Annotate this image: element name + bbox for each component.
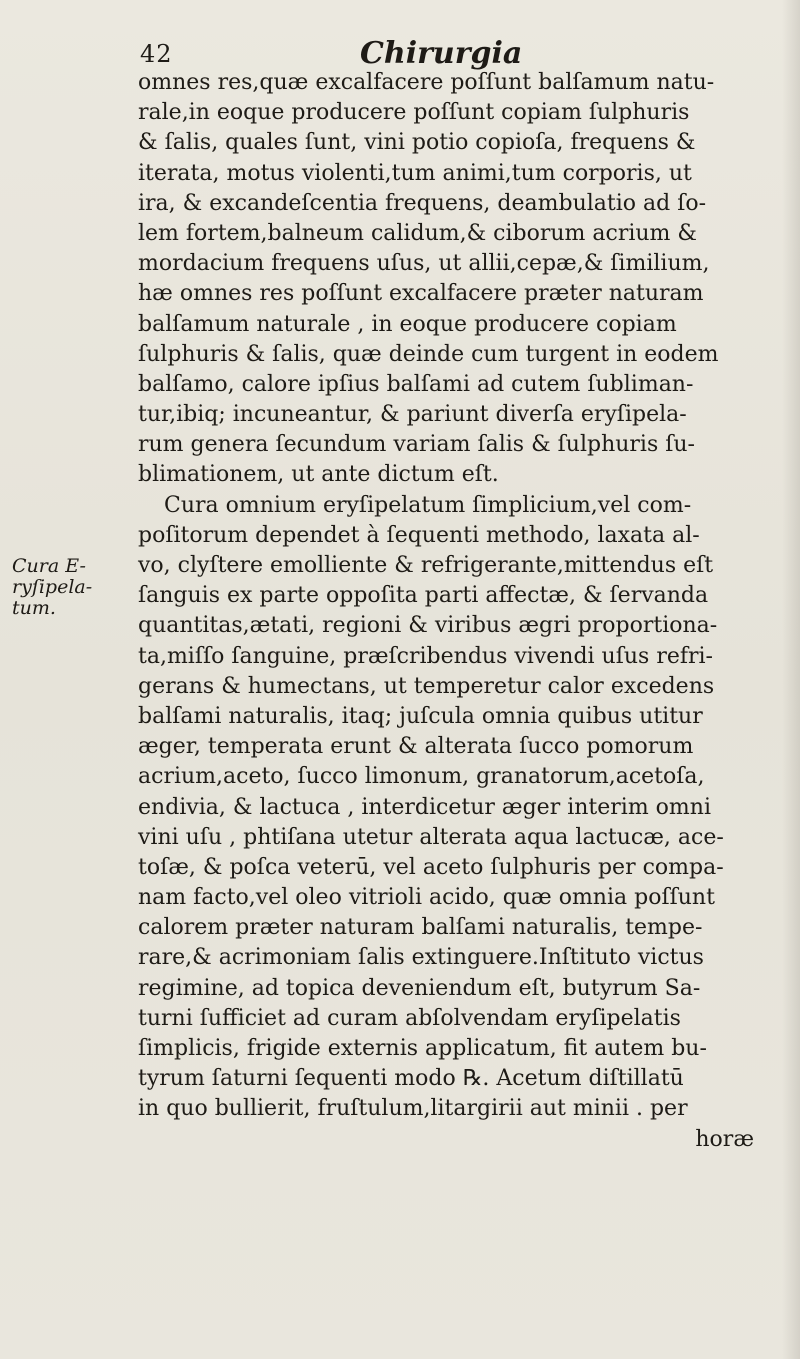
- text-line: iterata, motus violenti,tum animi,tum corporis, ut: [138, 160, 692, 186]
- text-line: Cura omnium eryſipelatum ſimplicium,vel com-: [164, 492, 692, 518]
- catchword: horæ: [695, 1126, 754, 1152]
- text-line: balſami naturalis, itaq; juſcula omnia quibus utitur: [138, 703, 703, 729]
- text-line: nam facto,vel oleo vitrioli acido, quæ omnia poſſunt: [138, 885, 715, 911]
- text-line: tur,ibiq; incuneantur, & pariunt diverſa eryſipela-: [138, 402, 687, 428]
- text-line: mordacium frequens uſus, ut allii,cepæ,& ſimilium,: [138, 251, 710, 277]
- text-line: ſulphuris & ſalis, quæ deinde cum turgent in eodem: [138, 341, 719, 367]
- text-line: blimationem, ut ante dictum eſt.: [138, 462, 499, 488]
- text-line: poſitorum dependet à ſequenti methodo, laxata al-: [138, 522, 700, 548]
- text-line: rare,& acrimoniam ſalis extinguere.Inſtituto victus: [138, 945, 704, 971]
- text-line: balſamum naturale , in eoque producere copiam: [138, 311, 677, 337]
- text-line: ta,miſſo ſanguine, præſcribendus vivendi uſus refri-: [138, 643, 713, 669]
- text-line: æger, temperata erunt & alterata ſucco pomorum: [138, 734, 694, 760]
- text-line: calorem præter naturam balſami naturalis, tempe-: [138, 915, 703, 941]
- margin-note-line: ryſipela-: [12, 576, 93, 598]
- text-line: regimine, ad topica deveniendum eſt, butyrum Sa-: [138, 975, 701, 1001]
- text-line: endivia, & lactuca , interdicetur æger interim omni: [138, 794, 711, 820]
- text-line: & ſalis, quales ſunt, vini potio copioſa, frequens &: [138, 130, 696, 156]
- text-line: vini uſu , phtiſana utetur alterata aqua lactucæ, ace-: [138, 824, 724, 850]
- text-line: rale,in eoque producere poſſunt copiam ſulphuris: [138, 100, 690, 126]
- page-number: 42: [140, 40, 173, 68]
- text-line: ſanguis ex parte oppoſita parti affectæ, & ſervanda: [138, 583, 709, 609]
- text-line: acrium,aceto, ſucco limonum, granatorum,acetoſa,: [138, 764, 705, 790]
- text-line: quantitas,ætati, regioni & viribus ægri proportiona-: [138, 613, 718, 639]
- margin-note-line: Cura E-: [12, 555, 86, 577]
- text-line: toſæ, & poſca veterū, vel aceto ſulphuris per compa-: [138, 854, 724, 880]
- page-edge-shadow: [782, 0, 800, 1359]
- margin-note-line: tum.: [12, 597, 56, 619]
- text-line: vo, clyſtere emolliente & refrigerante,mittendus eſt: [138, 553, 714, 578]
- text-line: omnes res,quæ excalfacere poſſunt balſamum natu-: [138, 70, 715, 95]
- text-line: in quo bullierit, fruſtulum,litargirii aut minii . per: [138, 1096, 688, 1122]
- text-line: tyrum ſaturni ſequenti modo ℞. Acetum diſtillatū: [138, 1066, 684, 1092]
- text-line: lem fortem,balneum calidum,& ciborum acrium &: [138, 220, 697, 246]
- text-line: ſimplicis, frigide externis applicatum, fit autem bu-: [138, 1036, 707, 1061]
- text-line: rum genera ſecundum variam ſalis & ſulphuris ſu-: [138, 432, 695, 458]
- margin-note: [12, 556, 92, 619]
- text-line: gerans & humectans, ut temperetur calor excedens: [138, 673, 715, 699]
- body-text: [138, 68, 758, 1155]
- text-line: balſamo, calore ipſius balſami ad cutem ſubliman-: [138, 371, 694, 397]
- running-title: Chirurgia: [360, 36, 523, 71]
- text-line: ira, & excandeſcentia frequens, deambulatio ad ſo-: [138, 190, 707, 216]
- text-line: turni ſufficiet ad curam abſolvendam eryſipelatis: [138, 1005, 681, 1031]
- text-line: hæ omnes res poſſunt excalfacere præter naturam: [138, 281, 704, 307]
